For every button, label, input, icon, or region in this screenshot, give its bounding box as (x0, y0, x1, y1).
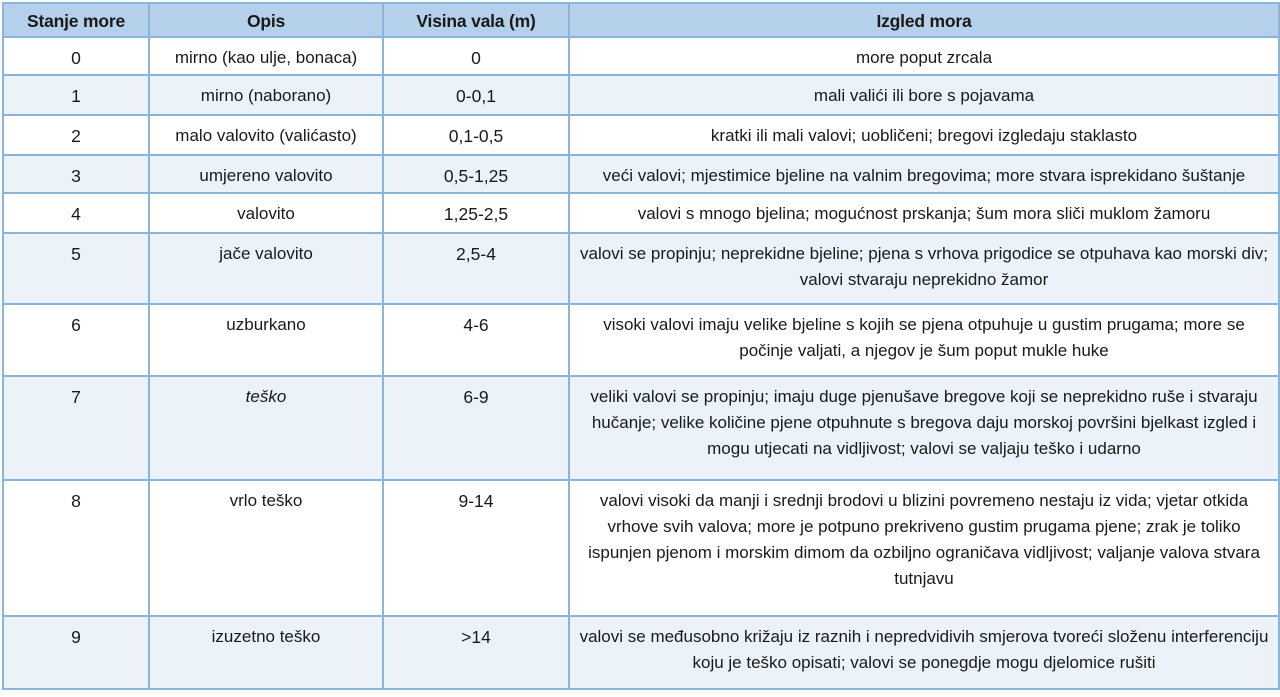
cell-wave-height: 0,5-1,25 (383, 155, 569, 193)
cell-sea-appearance: valovi se propinju; neprekidne bjeline; pjena s vrhova prigodice se otpuhava kao morski div; valovi stvaraju neprekidno žamor (569, 233, 1279, 304)
cell-sea-state: 6 (3, 304, 149, 376)
cell-wave-height: 0,1-0,5 (383, 115, 569, 155)
cell-sea-appearance: veliki valovi se propinju; imaju duge pjenušave bregove koji se neprekidno ruše i stvaraju hučanje; velike količine pjene otpuhnute s bregova daju morskoj površini bjelkast izgled i mogu utjecati na vidljivost; valovi se valjaju teško i udarno (569, 376, 1279, 480)
header-sea-state: Stanje more (3, 3, 149, 37)
table-row (3, 193, 1279, 233)
table-row (3, 75, 1279, 115)
cell-sea-state: 1 (3, 75, 149, 115)
cell-wave-height: 0-0,1 (383, 75, 569, 115)
cell-description: vrlo teško (149, 480, 383, 616)
cell-sea-state: 9 (3, 616, 149, 689)
table-row (3, 480, 1279, 616)
header-wave-height: Visina vala (m) (383, 3, 569, 37)
header-sea-appearance: Izgled mora (569, 3, 1279, 37)
cell-description: teško (149, 376, 383, 480)
cell-sea-appearance: mali valići ili bore s pojavama (569, 75, 1279, 115)
cell-wave-height: 1,25-2,5 (383, 193, 569, 233)
cell-sea-appearance: visoki valovi imaju velike bjeline s kojih se pjena otpuhuje u gustim prugama; more se počinje valjati, a njegov je šum poput mukle huke (569, 304, 1279, 376)
table-row (3, 37, 1279, 75)
cell-wave-height: 0 (383, 37, 569, 75)
cell-description: uzburkano (149, 304, 383, 376)
cell-sea-state: 0 (3, 37, 149, 75)
header-description: Opis (149, 3, 383, 37)
cell-sea-appearance: more poput zrcala (569, 37, 1279, 75)
cell-wave-height: 2,5-4 (383, 233, 569, 304)
cell-sea-state: 2 (3, 115, 149, 155)
table-row (3, 376, 1279, 480)
cell-description: izuzetno teško (149, 616, 383, 689)
cell-sea-state: 4 (3, 193, 149, 233)
cell-description: umjereno valovito (149, 155, 383, 193)
cell-sea-state: 7 (3, 376, 149, 480)
cell-sea-appearance: kratki ili mali valovi; uobličeni; bregovi izgledaju staklasto (569, 115, 1279, 155)
sea-state-table (2, 2, 1280, 690)
table-row (3, 616, 1279, 689)
cell-wave-height: 4-6 (383, 304, 569, 376)
table-row (3, 115, 1279, 155)
table-row (3, 233, 1279, 304)
table-row (3, 304, 1279, 376)
cell-wave-height: 9-14 (383, 480, 569, 616)
cell-description: valovito (149, 193, 383, 233)
cell-sea-appearance: veći valovi; mjestimice bjeline na valnim bregovima; more stvara isprekidano šuštanje (569, 155, 1279, 193)
cell-sea-state: 8 (3, 480, 149, 616)
cell-sea-appearance: valovi se međusobno križaju iz raznih i nepredvidivih smjerova tvoreći složenu interferenciju koju je teško opisati; valovi se ponegdje mogu djelomice rušiti (569, 616, 1279, 689)
cell-description: mirno (naborano) (149, 75, 383, 115)
table-row (3, 155, 1279, 193)
cell-wave-height: 6-9 (383, 376, 569, 480)
table-header-row (3, 3, 1279, 37)
cell-sea-appearance: valovi s mnogo bjelina; mogućnost prskanja; šum mora sliči muklom žamoru (569, 193, 1279, 233)
cell-description: malo valovito (valićasto) (149, 115, 383, 155)
cell-sea-state: 3 (3, 155, 149, 193)
cell-wave-height: >14 (383, 616, 569, 689)
cell-description: jače valovito (149, 233, 383, 304)
cell-description: mirno (kao ulje, bonaca) (149, 37, 383, 75)
cell-sea-state: 5 (3, 233, 149, 304)
cell-sea-appearance: valovi visoki da manji i srednji brodovi u blizini povremeno nestaju iz vida; vjetar otkida vrhove svih valova; more je potpuno prekriveno gustim prugama pjene; zrak je toliko ispunjen pjenom i morskim dimom da ozbiljno ograničava vidljivost; valjanje valova stvara tutnjavu (569, 480, 1279, 616)
